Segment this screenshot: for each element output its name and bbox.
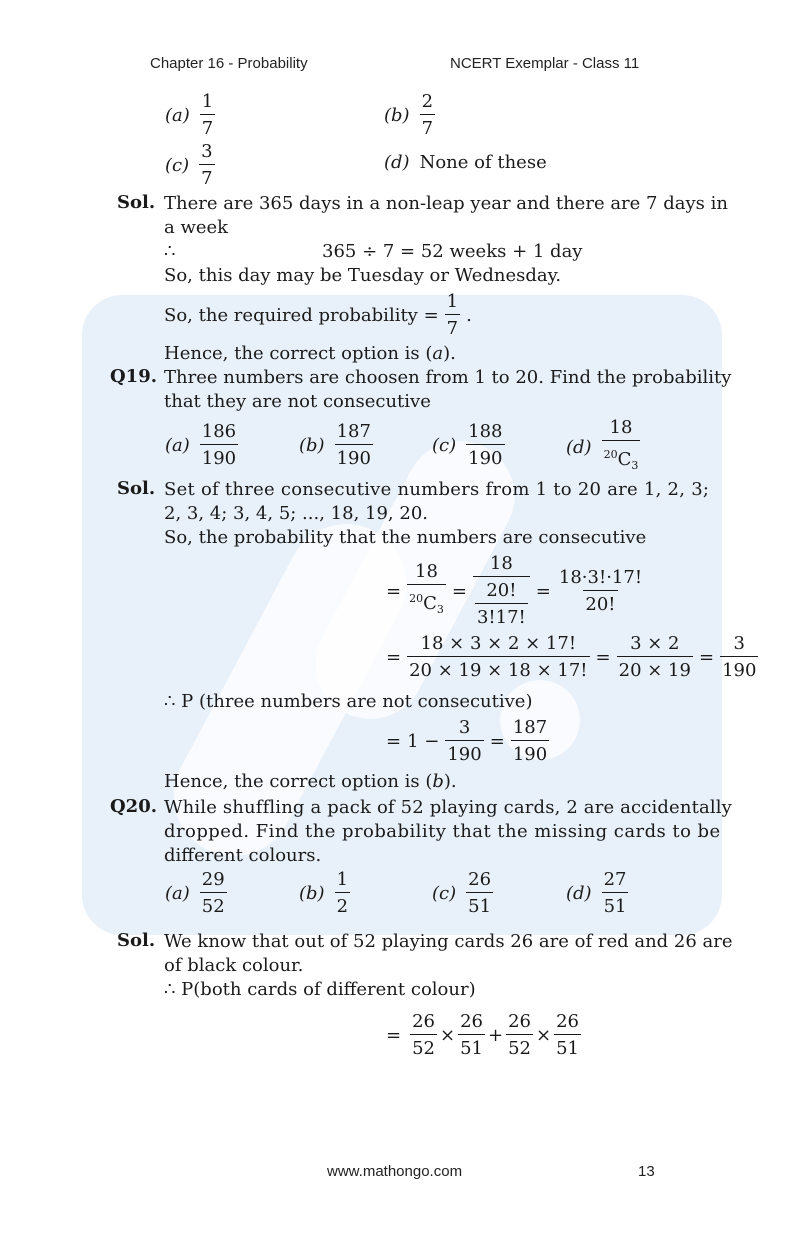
- equals: =: [386, 1025, 402, 1046]
- fraction: [466, 420, 504, 471]
- denominator: 51: [466, 892, 493, 919]
- q19-option-a: [165, 420, 238, 471]
- denominator: 7: [445, 314, 460, 341]
- sol18-line3: So, this day may be Tuesday or Wednesday.: [164, 265, 562, 286]
- sol18-calc: 365 ÷ 7 = 52 weeks + 1 day: [322, 241, 583, 262]
- q19-option-c: [432, 420, 505, 471]
- denominator: 190: [511, 740, 549, 767]
- fraction: [407, 560, 446, 622]
- q20-line1: While shuffling a pack of 52 playing cards, 2 are accidentally: [164, 797, 732, 818]
- conclusion-option: a: [432, 343, 444, 364]
- page-number: 13: [638, 1163, 655, 1180]
- denominator: 190: [445, 740, 483, 767]
- equals: =: [386, 580, 402, 602]
- numerator: 187: [512, 717, 548, 738]
- numerator: 187: [336, 421, 371, 442]
- conclusion-text: Hence, the correct option is (: [164, 343, 433, 364]
- sol19-line3: So, the probability that the numbers are consecutive: [164, 527, 647, 548]
- denominator: 51: [554, 1034, 581, 1061]
- sol20-line1: We know that out of 52 playing cards 26 are of red and 26 are: [164, 931, 733, 952]
- header-book: NCERT Exemplar - Class 11: [450, 55, 640, 72]
- numerator: 2: [421, 91, 434, 112]
- numerator: 18 × 3 × 2 × 17!: [420, 633, 577, 654]
- conclusion-option: b: [432, 771, 444, 792]
- q20-option-d: [566, 868, 628, 919]
- q20-option-c: [432, 868, 493, 919]
- option-label: (a): [165, 435, 190, 456]
- option-label: (a): [165, 105, 190, 126]
- denominator: 190: [335, 444, 373, 471]
- denominator: [602, 440, 641, 478]
- equals: =: [698, 647, 715, 668]
- nested-fraction: [475, 579, 528, 630]
- equals: =: [595, 647, 611, 668]
- combination-symbol: C: [617, 449, 632, 470]
- fraction: [506, 1010, 533, 1061]
- denominator: 52: [410, 1034, 437, 1061]
- q20-option-b: [299, 868, 350, 919]
- denominator: 7: [199, 164, 214, 191]
- numerator: 29: [201, 869, 225, 890]
- times-sign: ×: [536, 1025, 552, 1046]
- numerator: 18: [609, 417, 633, 438]
- fraction: [557, 566, 644, 617]
- denominator: [473, 576, 530, 630]
- q18-option-b: [384, 90, 435, 141]
- q20-option-a: [165, 868, 227, 919]
- conclusion-end: ).: [443, 771, 457, 792]
- option-label: (a): [165, 883, 190, 904]
- numerator: 1: [446, 291, 459, 312]
- q19-option-d: [566, 416, 640, 478]
- equals: =: [535, 580, 551, 602]
- therefore-symbol: ∴: [164, 241, 176, 262]
- sol19-line1: Set of three consecutive numbers from 1 to 20 are 1, 2, 3;: [164, 479, 710, 500]
- combination-symbol: C: [423, 593, 437, 614]
- denominator: 20!: [583, 590, 617, 617]
- q20-label: Q20.: [110, 796, 157, 817]
- denominator: 2: [335, 892, 350, 919]
- sol18-line2: a week: [164, 217, 229, 238]
- fraction: [410, 1010, 437, 1061]
- sol18-line1: There are 365 days in a non-leap year and there are 7 days in: [164, 193, 728, 214]
- numerator: 26: [508, 1011, 531, 1032]
- numerator: 27: [603, 869, 627, 890]
- denominator: 7: [200, 114, 215, 141]
- fraction: [407, 632, 589, 683]
- denominator: 52: [200, 892, 227, 919]
- fraction: [617, 632, 693, 683]
- numerator: 26: [468, 869, 492, 890]
- sol19-conclusion: [164, 770, 457, 794]
- numerator: 3: [458, 717, 471, 738]
- equals: =: [386, 731, 402, 752]
- denominator: 3!17!: [475, 603, 528, 630]
- q18-option-d: [384, 152, 547, 173]
- fraction: [554, 1010, 581, 1061]
- numerator: 1: [336, 869, 349, 890]
- denominator: 52: [506, 1034, 533, 1061]
- fraction: [335, 420, 373, 471]
- denominator: [407, 584, 446, 622]
- sol20-line3: ∴ P(both cards of different colour): [164, 979, 476, 1000]
- fraction: [511, 716, 549, 767]
- footer-website: www.mathongo.com: [327, 1163, 463, 1180]
- numerator: 26: [556, 1011, 579, 1032]
- prob-text: So, the required probability =: [164, 305, 439, 326]
- q18-option-a: [165, 90, 215, 141]
- equals: =: [489, 731, 505, 752]
- denominator: 51: [602, 892, 629, 919]
- conclusion-text: Hence, the correct option is (: [164, 771, 433, 792]
- equals: =: [386, 647, 402, 668]
- numerator: 188: [468, 421, 503, 442]
- q19-line1: Three numbers are choosen from 1 to 20. Find the probability: [164, 367, 732, 388]
- superscript: 20: [409, 592, 424, 605]
- sol19-equation-1: [386, 552, 644, 630]
- denominator: 51: [458, 1034, 485, 1061]
- fraction: [335, 868, 350, 919]
- numerator: 18: [415, 561, 438, 582]
- fraction: [602, 416, 641, 478]
- denominator: 190: [720, 656, 758, 683]
- numerator: 20!: [486, 580, 517, 601]
- sol19-line4: ∴ P (three numbers are not consecutive): [164, 691, 533, 712]
- numerator: 3: [201, 141, 213, 162]
- sol19-equation-3: [386, 716, 549, 767]
- numerator: 1: [201, 91, 214, 112]
- fraction: [200, 868, 227, 919]
- sol19-line2: 2, 3, 4; 3, 4, 5; ..., 18, 19, 20.: [164, 503, 428, 524]
- fraction: [466, 868, 493, 919]
- denominator: 7: [420, 114, 435, 141]
- fraction: [720, 632, 758, 683]
- q19-label: Q19.: [110, 366, 157, 387]
- option-text: None of these: [419, 152, 547, 173]
- option-label: (c): [432, 435, 457, 456]
- sol19-label: Sol.: [117, 478, 156, 499]
- option-label: (b): [299, 883, 325, 904]
- period: .: [466, 305, 472, 326]
- numerator: 26: [412, 1011, 435, 1032]
- fraction: [473, 552, 530, 630]
- fraction: [445, 290, 460, 341]
- sol20-label: Sol.: [117, 930, 156, 951]
- fraction: [199, 140, 214, 191]
- sol18-conclusion: [164, 342, 456, 366]
- numerator: 3: [733, 633, 745, 654]
- fraction: [445, 716, 483, 767]
- option-label: (b): [299, 435, 325, 456]
- sol18-probability: [164, 290, 472, 341]
- sol20-equation: [386, 1010, 581, 1061]
- option-label: (d): [566, 436, 592, 458]
- equals: =: [451, 580, 467, 602]
- numerator: 3 × 2: [630, 633, 680, 654]
- denominator: 20 × 19 × 18 × 17!: [407, 656, 589, 683]
- sol19-equation-2: [386, 632, 758, 683]
- option-label: (d): [566, 883, 592, 904]
- denominator: 190: [466, 444, 504, 471]
- subscript: 3: [631, 459, 639, 472]
- conclusion-end: ).: [443, 343, 456, 364]
- header-chapter: Chapter 16 - Probability: [150, 55, 308, 72]
- q20-line2: dropped. Find the probability that the missing cards to be: [164, 821, 721, 842]
- sol18-label: Sol.: [117, 192, 156, 213]
- numerator: 18: [489, 553, 513, 574]
- denominator: 20 × 19: [617, 656, 693, 683]
- one-minus: 1 −: [407, 731, 440, 752]
- option-label: (d): [384, 152, 410, 173]
- fraction: [458, 1010, 485, 1061]
- subscript: 3: [436, 603, 444, 616]
- fraction: [200, 420, 238, 471]
- plus-sign: +: [488, 1025, 504, 1046]
- numerator: 26: [460, 1011, 483, 1032]
- option-label: (b): [384, 105, 410, 126]
- numerator: 186: [201, 421, 237, 442]
- q20-line3: different colours.: [164, 845, 322, 866]
- fraction: [200, 90, 215, 141]
- q19-option-b: [299, 420, 373, 471]
- option-label: (c): [165, 155, 190, 176]
- fraction: [420, 90, 435, 141]
- sol20-line2: of black colour.: [164, 955, 304, 976]
- q19-line2: that they are not consecutive: [164, 391, 431, 412]
- superscript: 20: [603, 448, 618, 461]
- denominator: 190: [200, 444, 238, 471]
- numerator: 18·3!·17!: [558, 566, 643, 588]
- fraction: [602, 868, 629, 919]
- q18-option-c: [165, 140, 215, 191]
- times-sign: ×: [440, 1025, 456, 1046]
- option-label: (c): [432, 883, 457, 904]
